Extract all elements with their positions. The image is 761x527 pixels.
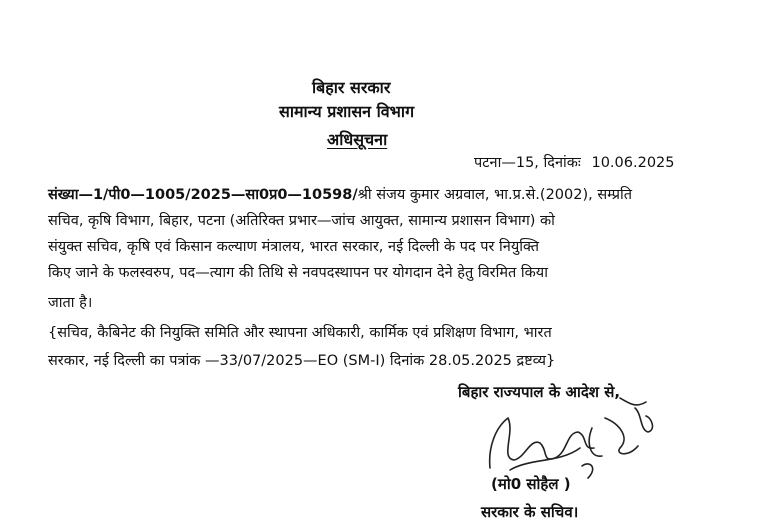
- signatory-name: (मो0 सोहैल ): [491, 475, 571, 493]
- handwritten-signature-icon: [470, 388, 670, 488]
- signatory-designation: सरकार के सचिव।: [481, 503, 579, 521]
- place: पटना—15,: [474, 155, 539, 171]
- by-order-text: बिहार राज्यपाल के आदेश से,: [458, 383, 621, 401]
- department-title: सामान्य प्रशासन विभाग: [279, 102, 415, 121]
- reference-line-1: {सचिव, कैबिनेट की नियुक्ति समिति और स्थापना अधिकारी, कार्मिक एवं प्रशिक्षण विभाग, भारत: [48, 325, 552, 341]
- reference-line-2: सरकार, नई दिल्ली का पत्रांक —33/07/2025—EO (SM-I) दिनांक 28.05.2025 द्रष्टव्य}: [48, 353, 556, 369]
- date-label: दिनांकः: [543, 155, 581, 171]
- government-title: बिहार सरकार: [312, 78, 391, 97]
- order-line-3: संयुक्त सचिव, कृषि एवं किसान कल्याण मंत्रालय, भारत सरकार, नई दिल्ली के पद पर नियुक्ति: [48, 239, 540, 255]
- date-value: 10.06.2025: [591, 155, 675, 171]
- order-text-1: श्री संजय कुमार अग्रवाल, भा.प्र.से.(2002), सम्प्रति: [357, 187, 633, 203]
- order-line-1: [48, 184, 632, 204]
- order-line-5: जाता है।: [48, 295, 93, 311]
- place-date: [474, 152, 675, 172]
- reference-number: संख्या—1/पी0—1005/2025—सा0प्र0—10598/: [48, 187, 358, 203]
- notice-type-title: अधिसूचना: [327, 130, 388, 149]
- order-line-4: किए जाने के फलस्वरुप, पद—त्याग की तिथि से नवपदस्थापन पर योगदान देने हेतु विरमित किया: [48, 265, 548, 281]
- order-line-2: सचिव, कृषि विभाग, बिहार, पटना (अतिरिक्त प्रभार—जांच आयुक्त, सामान्य प्रशासन विभाग) को: [48, 213, 555, 229]
